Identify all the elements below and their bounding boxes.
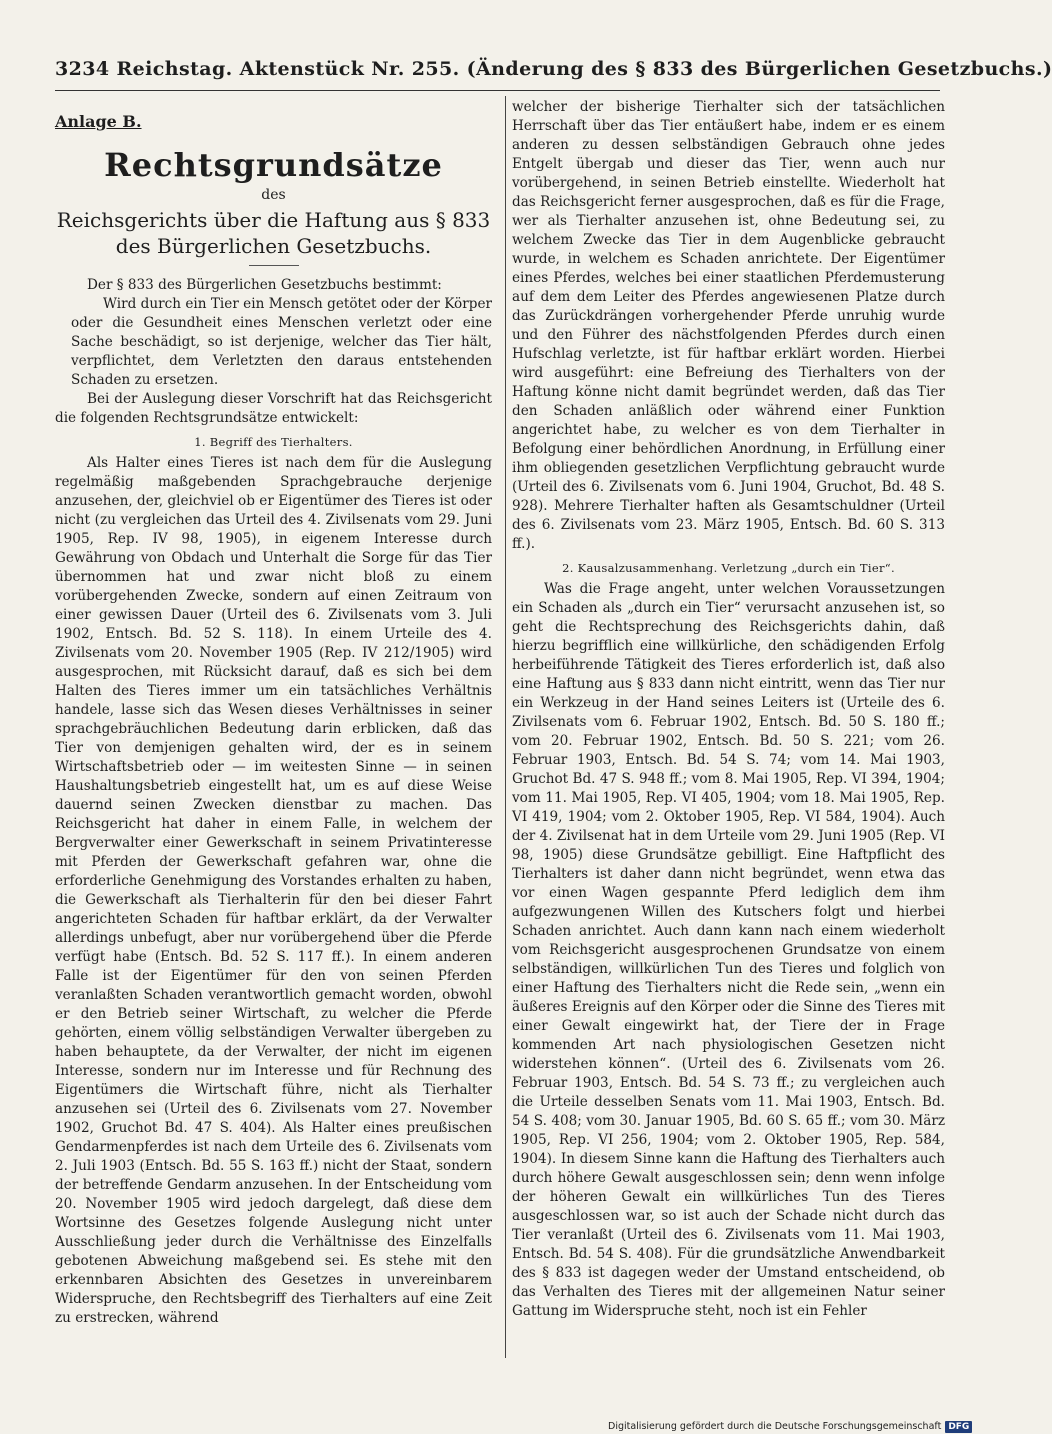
right-column	[512, 98, 945, 1321]
title-connector: des	[261, 187, 286, 203]
body-paragraph: Als Halter eines Tieres ist nach dem für die Auslegung regelmäßig maßgebenden Sprachgebrauche derjenige anzusehen, der, gleichviel ob er Eigentümer des Tieres ist oder nicht (zu vergleichen das Urteil des 4. Zivilsenats vom 29. Juni 1905, Rep. IV 98, 1905), in eigenem Interesse durch Gewährung von Obdach und Unterhalt die Sorge für das Tier übernommen hat und zwar nicht bloß zu einem vorübergehenden Zwecke, sondern auf einen Zeitraum von einer gewissen Dauer (Urteil des 6. Zivilsenats vom 3. Juli 1902, Entsch. Bd. 52 S. 118). In einem Urteile des 4. Zivilsenats vom 20. November 1905 (Rep. IV 212/1905) wird ausgesprochen, mit Rücksicht darauf, daß es sich bei dem Halten des Tieres immer um ein tatsächliches Verhältnis handele, lasse sich das Wesen dieses Verhältnisses in seiner sprachgebräuchlichen Bedeutung darin erblicken, daß das Tier von demjenigen gehalten wird, der es in seinem Wirtschaftsbetrieb oder — im weitesten Sinne — in seinen Haushaltungsbetrieb eingestellt hat, um es auf diese Weise dauernd seinen Zwecken dienstbar zu machen. Das Reichsgericht hat daher in einem Falle, in welchem der Bergverwalter einer Gewerkschaft in seinem Privatinteresse mit Pferden der Gewerkschaft gefahren war, ohne die erforderliche Genehmigung des Vorstandes erhalten zu haben, die Gewerkschaft als Tierhalterin für den bei dieser Fahrt angerichteten Schaden für haftbar erklärt, da der Verwalter allerdings unbefugt, aber nur vorübergehend über die Pferde verfügt habe (Entsch. Bd. 52 S. 117 ff.). In einem anderen Falle ist der Eigentümer für den von seinen Pferden veranlaßten Schaden verantwortlich gemacht worden, obwohl er den Betrieb seiner Wirtschaft, zu welcher die Pferde gehörten, einem völlig selbständigen Verwalter übergeben zu haben behauptete, da der Verwalter, der nicht im eigenen Interesse, sondern nur im Interesse und für Rechnung des Eigentümers die Wirtschaft führe, nicht als Tierhalter anzusehen sei (Urteil des 6. Zivilsenats vom 27. November 1902, Gruchot Bd. 47 S. 404). Als Halter eines preußischen Gendarmenpferdes ist nach dem Urteile des 6. Zivilsenats vom 2. Juli 1903 (Entsch. Bd. 55 S. 163 ff.) nicht der Staat, sondern der betreffende Gendarm anzusehen. In der Entscheidung vom 20. November 1905 wird jedoch dargelegt, daß diese dem Wortsinne des Gesetzes folgende Auslegung nicht unter Ausschließung jeder durch die Verhältnisse des Einzelfalls gebotenen Abweichung maßgebend sei. Es stehe mit den erkennbaren Absichten des Gesetzes in unvereinbarem Widerspruche, den Rechtsbegriff des Tierhalters auf eine Zeit zu erstrecken, während	[55, 455, 492, 1326]
intro-paragraph-2: Bei der Auslegung dieser Vorschrift hat das Reichsgericht die folgenden Rechtsgrundsätze entwickelt:	[55, 391, 492, 426]
digitization-footer	[608, 1420, 1000, 1434]
law-quote: Wird durch ein Tier ein Mensch getötet oder der Körper oder die Gesundheit eines Menschen verletzt oder eine Sache beschädigt, so ist derjenige, welcher das Tier hält, verpflichtet, dem Verletzten den daraus entstehenden Schaden zu ersetzen.	[71, 296, 492, 388]
body-paragraph: welcher der bisherige Tierhalter sich der tatsächlichen Herrschaft über das Tier entäußert habe, indem er es einem anderen zu dessen selbständigen Gebrauch ohne jedes Entgelt übergab und dieser das Tier, wenn auch nur vorübergehend, in seinen Betrieb einstellte. Wiederholt hat das Reichsgericht ferner ausgesprochen, daß es für die Frage, wer als Tierhalter anzusehen ist, ohne Bedeutung sei, zu welchem Zwecke das Tier in dem Augenblicke gebraucht wurde, in welchem es Schaden anrichtete. Der Eigentümer eines Pferdes, welches bei einer staatlichen Pferdemusterung auf dem dem Leiter des Pferdes angewiesenen Platze durch das Zurückdrängen vorhergehender Pferde unruhig wurde und den Führer des nächstfolgenden Pferdes durch einen Hufschlag verletzte, ist für haftbar erklärt worden. Hierbei wird ausgeführt: eine Befreiung des Tierhalters von der Haftung könne nicht damit begründet werden, daß das Tier den Schaden anläßlich oder während einer Funktion angerichtet habe, zu welcher es von dem Tierhalter in Befolgung einer behördlichen Anordnung, in Erfüllung einer ihm obliegenden gesetzlichen Verpflichtung gebraucht wurde (Urteil des 6. Zivilsenats vom 6. Juni 1904, Gruchot, Bd. 48 S. 928). Mehrere Tierhalter haften als Gesamtschuldner (Urteil des 6. Zivilsenats vom 23. März 1905, Entsch. Bd. 60 S. 313 ff.).	[512, 99, 945, 552]
document-title: Rechtsgrundsätze	[104, 146, 443, 184]
header-rule	[55, 90, 940, 91]
title-rule	[249, 265, 299, 266]
dfg-logo: DFG	[945, 1421, 972, 1433]
intro-paragraph: Der § 833 des Bürgerlichen Gesetzbuchs bestimmt:	[87, 277, 442, 293]
section-heading-1: 1. Begriff des Tierhalters.	[194, 435, 353, 449]
footer-text: Digitalisierung gefördert durch die Deutsche Forschungsgemeinschaft	[608, 1421, 942, 1432]
body-paragraph: Was die Frage angeht, unter welchen Voraussetzungen ein Schaden als „durch ein Tier“ verursacht anzusehen ist, so geht die Rechtsprechung des Reichsgerichts dahin, daß hierzu begrifflich eine willkürliche, den schädigenden Erfolg herbeiführende Tätigkeit des Tieres erforderlich ist, daß also eine Haftung aus § 833 dann nicht eintritt, wenn das Tier nur ein Werkzeug in der Hand seines Leiters ist (Urteile des 6. Zivilsenats vom 6. Februar 1902, Entsch. Bd. 50 S. 180 ff.; vom 20. Februar 1902, Entsch. Bd. 50 S. 221; vom 26. Februar 1903, Entsch. Bd. 54 S. 74; vom 14. Mai 1903, Gruchot Bd. 47 S. 948 ff.; vom 8. Mai 1905, Rep. VI 394, 1904; vom 11. Mai 1905, Rep. VI 405, 1904; vom 18. Mai 1905, Rep. VI 419, 1904; vom 2. Oktober 1905, Rep. VI 584, 1904). Auch der 4. Zivilsenat hat in dem Urteile vom 29. Juni 1905 (Rep. VI 98, 1905) diese Grundsätze gebilligt. Eine Haftpflicht des Tierhalters ist daher dann nicht begründet, wenn etwa das vor einen Wagen gespannte Pferd lediglich dem ihm aufgezwungenen Willen des Kutschers folgt und hierbei Schaden anrichtet. Auch dann kann nach einem wiederholt vom Reichsgericht ausgesprochenen Grundsatze von einem selbständigen, willkürlichen Tun des Tieres und folglich von einer Haftung des Tierhalters nicht die Rede sein, „wenn ein äußeres Ereignis auf den Körper oder die Sinne des Tieres mit einer Gewalt eingewirkt hat, der Tiere der in Frage kommenden Art nach physiologischen Gesetzen nicht widerstehen können“. (Urteil des 6. Zivilsenats vom 26. Februar 1903, Entsch. Bd. 54 S. 73 ff.; zu vergleichen auch die Urteile desselben Senats vom 11. Mai 1903, Entsch. Bd. 54 S. 408; vom 30. Januar 1905, Bd. 60 S. 65 ff.; vom 30. März 1905, Rep. VI 256, 1904; vom 2. Oktober 1905, Rep. 584, 1904). In diesem Sinne kann die Haftung des Tierhalters auch durch höhere Gewalt ausgeschlossen sein; denn wenn infolge der höheren Gewalt ein willkürliches Tun des Tieres ausgeschlossen war, so ist auch der Schade nicht durch das Tier veranlaßt (Urteil des 6. Zivilsenats vom 11. Mai 1903, Entsch. Bd. 54 S. 408). Für die grundsätzliche Anwendbarkeit des § 833 ist dagegen weder der Umstand entscheidend, ob das Verhalten des Tieres mit der allgemeinen Natur seiner Gattung im Widerspruche steht, noch ist ein Fehler	[512, 581, 945, 1319]
document-subtitle: Reichsgerichts über die Haftung aus § 833 des Bürgerlichen Gesetzbuchs.	[56, 208, 491, 258]
column-divider	[505, 96, 506, 1358]
section-heading-2: 2. Kausalzusammenhang. Verletzung „durch ein Tier“.	[562, 561, 895, 575]
page-header: 3234 Reichstag. Aktenstück Nr. 255. (Änderung des § 833 des Bürgerlichen Gesetzbuchs.)	[55, 58, 1052, 80]
left-column	[55, 98, 492, 1328]
annex-label: Anlage B.	[55, 112, 142, 131]
